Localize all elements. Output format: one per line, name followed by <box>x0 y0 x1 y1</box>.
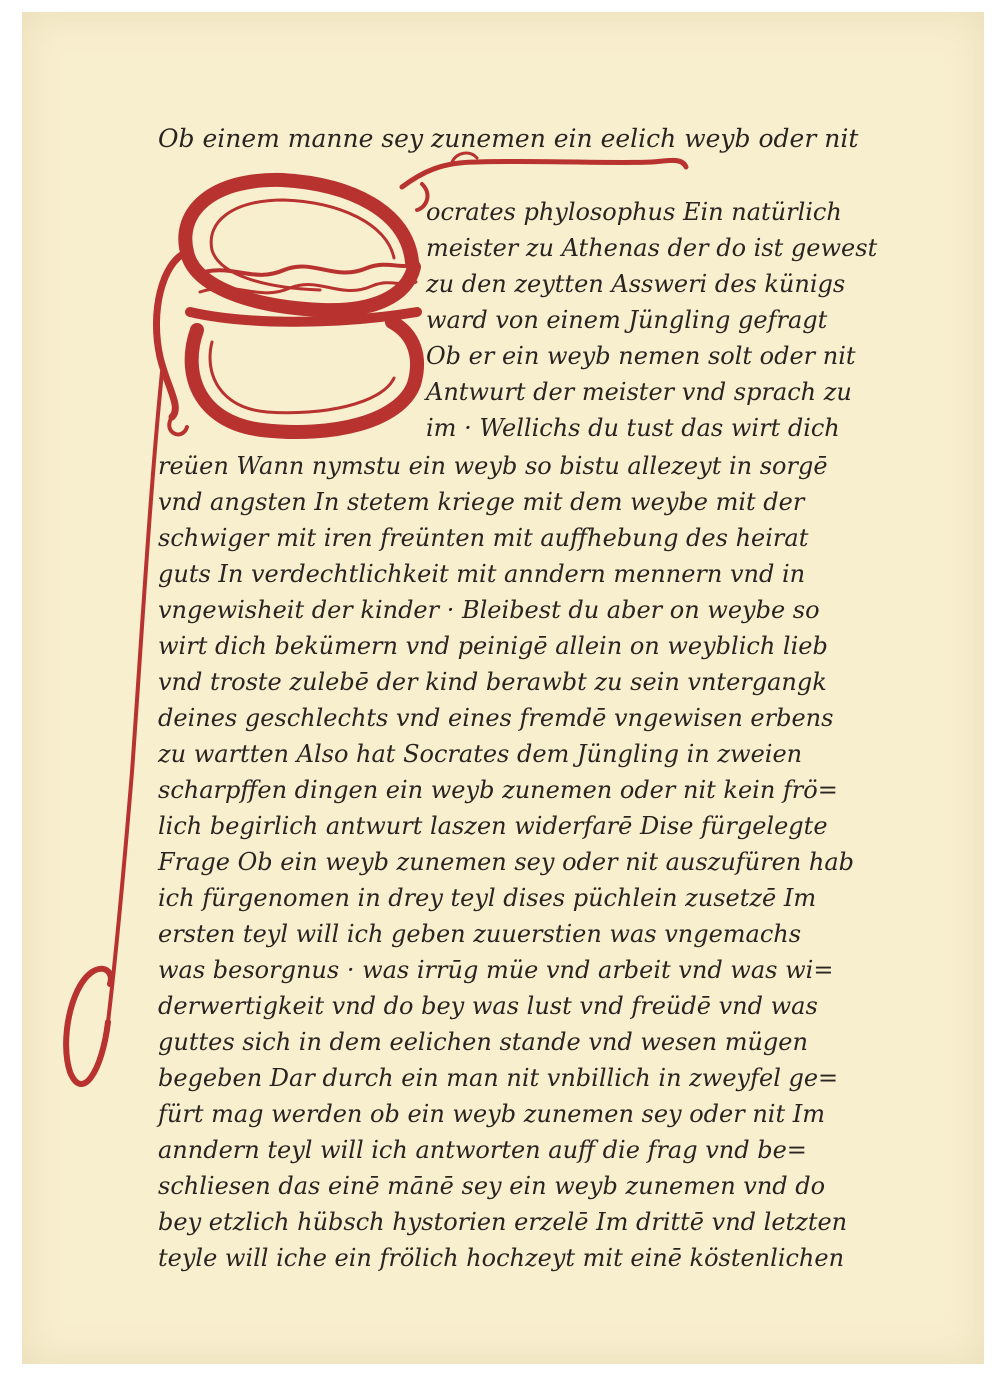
text-line: vnd troste zulebē der kind berawbt zu sein vntergangk <box>158 668 827 696</box>
heading-line: Ob einem manne sey zunemen ein eelich weyb oder nit <box>158 124 859 153</box>
text-line: ich fürgenomen in drey teyl dises püchlein zusetzē Im <box>158 884 817 912</box>
text-line: ocrates phylosophus Ein natürlich <box>426 198 842 226</box>
text-line: schliesen das einē mānē sey ein weyb zunemen vnd do <box>158 1172 826 1200</box>
text-line: guts In verdechtlichkeit mit anndern mennern vnd in <box>158 560 806 588</box>
text-line: was besorgnus · was irrūg müe vnd arbeit vnd was wi= <box>158 956 834 984</box>
text-line: reüen Wann nymstu ein weyb so bistu allezeyt in sorgē <box>158 452 828 480</box>
text-line: fürt mag werden ob ein weyb zunemen sey oder nit Im <box>158 1100 825 1128</box>
manuscript-page <box>22 12 984 1364</box>
text-line: zu wartten Also hat Socrates dem Jüngling in zweien <box>158 740 803 768</box>
text-line: anndern teyl will ich antworten auff die frag vnd be= <box>158 1136 807 1164</box>
text-line: Antwurt der meister vnd sprach zu <box>426 378 852 406</box>
text-line: vnd angsten In stetem kriege mit dem weybe mit der <box>158 488 805 516</box>
text-line: deines geschlechts vnd eines fremdē vngewisen erbens <box>158 704 834 732</box>
text-line: scharpffen dingen ein weyb zunemen oder nit kein frö= <box>158 776 838 804</box>
text-line: meister zu Athenas der do ist gewest <box>426 234 878 262</box>
text-line: lich begirlich antwurt laszen widerfarē Dise fürgelegte <box>158 812 828 840</box>
text-line: ward von einem Jüngling gefragt <box>426 306 828 334</box>
text-line: guttes sich in dem eelichen stande vnd wesen mügen <box>158 1028 808 1056</box>
text-line: begeben Dar durch ein man nit vnbillich in zweyfel ge= <box>158 1064 839 1092</box>
text-line: bey etzlich hübsch hystorien erzelē Im drittē vnd letzten <box>158 1208 848 1236</box>
text-line: ersten teyl will ich geben zuuerstien was vngemachs <box>158 920 802 948</box>
text-line: vngewisheit der kinder · Bleibest du aber on weybe so <box>158 596 820 624</box>
text-line: Ob er ein weyb nemen solt oder nit <box>426 342 856 370</box>
text-line: derwertigkeit vnd do bey was lust vnd freüdē vnd was <box>158 992 818 1020</box>
text-line: im · Wellichs du tust das wirt dich <box>426 414 840 442</box>
text-line: Frage Ob ein weyb zunemen sey oder nit auszufüren hab <box>158 848 855 876</box>
text-line: zu den zeytten Assweri des künigs <box>426 270 846 298</box>
text-line: wirt dich bekümern vnd peinigē allein on weyblich lieb <box>158 632 828 660</box>
text-line: schwiger mit iren freünten mit auffhebung des heirat <box>158 524 809 552</box>
text-line: teyle will iche ein frölich hochzeyt mit einē köstenlichen <box>158 1244 845 1272</box>
